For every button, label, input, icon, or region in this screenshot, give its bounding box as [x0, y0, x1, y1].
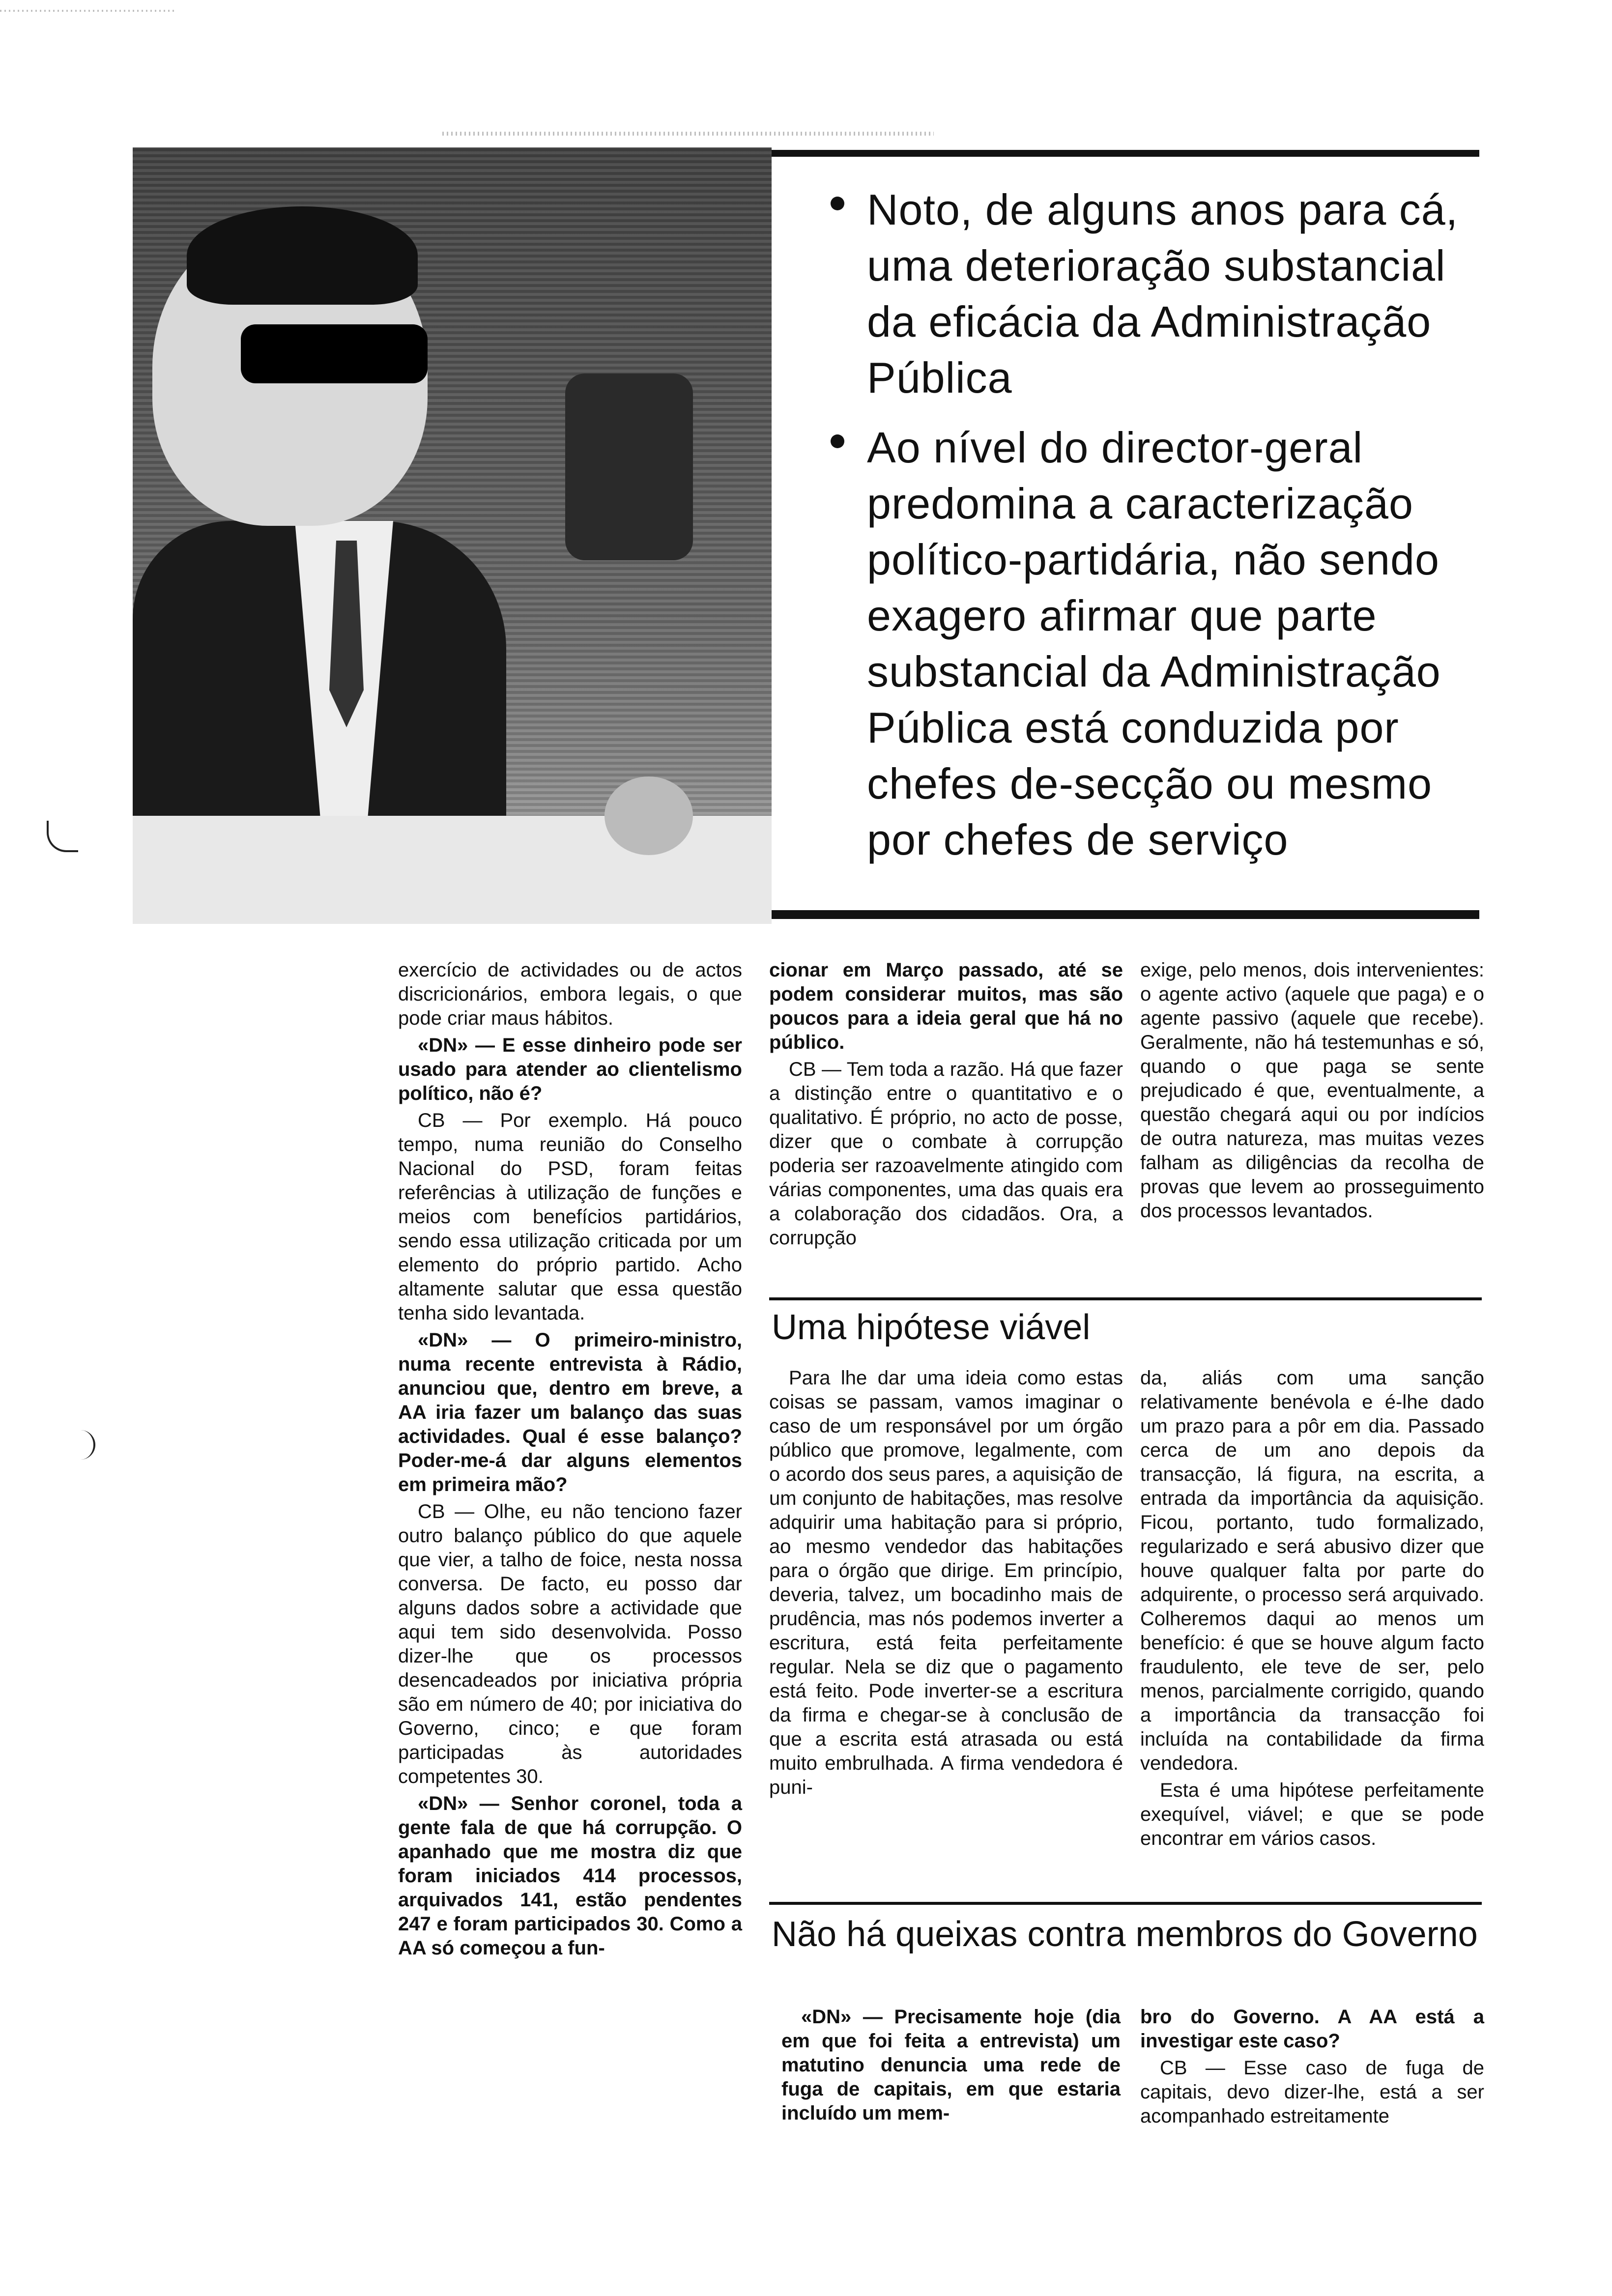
paragraph: Esta é uma hipótese perfeitamente exequível, viável; e que se pode encontrar em vários casos. — [1140, 1779, 1484, 1849]
question-paragraph: «DN» — O primeiro-ministro, numa recente entrevista à Rádio, anunciou que, dentro em breve, a AA iria fazer um balanço das suas actividades. Qual é esse balanço? Poder-me-á dar alguns elementos em primeira mão? — [398, 1329, 742, 1495]
headline-bottom-rule — [772, 910, 1479, 919]
paragraph: exercício de actividades ou de actos discricionários, embora legais, o que pode criar maus hábitos. — [398, 959, 742, 1029]
column-2-bottom — [781, 2005, 1121, 2128]
subheading-rule — [769, 1902, 1482, 1905]
question-paragraph: cionar em Março passado, até se podem considerar muitos, mas são poucos para a ideia geral que há no público. — [769, 959, 1123, 1053]
answer-paragraph: CB — Esse caso de fuga de capitais, devo dizer-lhe, está a ser acompanhado estreitamente — [1140, 2057, 1484, 2127]
subheading-rule — [769, 1297, 1482, 1300]
answer-paragraph: exige, pelo menos, dois intervenientes: o agente activo (aquele que paga) e o agente passivo (aquele que recebe). Geralmente, não há testemunhas e só, quando o que paga se sente prejudicado é que, eventualmente, a questão chegará aqui ou por indícios de outra natureza, mas muitas vezes falham as diligências da recolha de provas que levem ao prosseguimento dos processos levantados. — [1140, 959, 1484, 1222]
bullet-icon — [831, 197, 844, 210]
column-2-middle — [769, 1366, 1123, 1803]
answer-paragraph: CB — Tem toda a razão. Há que fazer a distinção entre o quantitativo e o qualitativo. É próprio, no acto de posse, dizer que o combate à corrupção poderia ser razoavelmente atingido com várias componentes, uma das quais era a colaboração dos cidadãos. Ora, a corrupção — [769, 1059, 1123, 1249]
portrait-photo — [133, 147, 772, 924]
subheading-uma-hipotese: Uma hipótese viável — [772, 1308, 1091, 1347]
column-3-top — [1140, 958, 1484, 1226]
question-paragraph: bro do Governo. A AA está a investigar este caso? — [1140, 2006, 1484, 2052]
paragraph: da, aliás com uma sanção relativamente benévola e é-lhe dado um prazo para a pôr em dia. Passado cerca de um ano depois da transacção, lá figura, na escrita, a entrada da importância da aquisição. Ficou, portanto, tudo formalizado, regularizado e será abusivo dizer que houve qualquer falta por parte do adquirente, o processo será arquivado. Colheremos daqui ao menos um benefício: é que se houve algum facto fraudulento, ele teve de ser, pelo menos, parcialmente corrigido, quando a importância da transacção foi incluída na contabilidade da firma vendedora. — [1140, 1367, 1484, 1774]
subheading-nao-ha-queixas: Não há queixas contra membros do Governo — [772, 1915, 1478, 1954]
headline-bullet-text: Noto, de alguns anos para cá, uma deterioração substancial da eficácia da Administração Pública — [867, 185, 1459, 402]
question-paragraph: «DN» — Precisamente hoje (dia em que foi feita a entrevista) um matutino denuncia uma rede de fuga de capitais, em que estaria incluído um mem- — [781, 2006, 1121, 2124]
lamp-shape — [565, 373, 693, 560]
column-3-bottom — [1140, 2005, 1484, 2131]
headline-bullet-text: Ao nível do director-geral predomina a caracterização político-partidária, não sendo exagero afirmar que parte substancial da Administração Pública está conduzida por chefes de-secção ou mesmo por chefes de serviço — [867, 423, 1441, 864]
scan-noise-top-left — [0, 10, 177, 12]
answer-paragraph: CB — Olhe, eu não tenciono fazer outro balanço público do que aquele que vier, a talho de foice, nesta nossa conversa. De facto, eu posso dar alguns dados sobre a actividade que aqui tem sido desenvolvida. Posso dizer-lhe que os processos desencadeados por iniciativa própria são em número de 40; por iniciativa do Governo, cinco; e que foram participadas às autoridades competentes 30. — [398, 1501, 742, 1787]
margin-mark — [79, 1430, 95, 1460]
scan-noise-top — [442, 132, 934, 136]
headline-bullet — [831, 182, 1489, 406]
headline-bullets — [831, 182, 1489, 882]
column-2-top — [769, 958, 1123, 1253]
bullet-icon — [831, 434, 844, 448]
margin-mark — [47, 821, 78, 852]
answer-paragraph: CB — Por exemplo. Há pouco tempo, numa reunião do Conselho Nacional do PSD, foram feitas referências à utilização de funções e meios com benefícios partidários, sendo essa utilização criticada por um elemento do próprio partido. Acho altamente salutar que essa questão tenha sido levantada. — [398, 1110, 742, 1324]
question-paragraph: «DN» — Senhor coronel, toda a gente fala de que há corrupção. O apanhado que me mostra diz que foram iniciados 414 processos, arquivados 141, estão pendentes 247 e foram participados 30. Como a AA só começou a fun- — [398, 1793, 742, 1959]
question-paragraph: «DN» — E esse dinheiro pode ser usado para atender ao clientelismo político, não é? — [398, 1034, 742, 1104]
glasses-shape — [241, 324, 428, 383]
paragraph: Para lhe dar uma ideia como estas coisas se passam, vamos imaginar o caso de um responsável por um órgão público que promove, legalmente, com o acordo dos seus pares, a aquisição de um conjunto de habitações, mas resolve adquirir uma habitação para si próprio, ao mesmo vendedor das habitações para o órgão que dirige. Em princípio, deveria, talvez, um bocadinho mais de prudência, mas nós podemos inverter a escritura, está feita perfeitamente regular. Nela se diz que o pagamento está feito. Pode inverter-se a escritura da firma e chegar-se à conclusão de que a escrita está atrasada ou está muito embrulhada. A firma vendedora é puni- — [769, 1367, 1123, 1798]
column-1 — [398, 958, 742, 1963]
column-3-middle — [1140, 1366, 1484, 1854]
headline-top-rule — [772, 150, 1479, 157]
headline-bullet — [831, 420, 1489, 868]
